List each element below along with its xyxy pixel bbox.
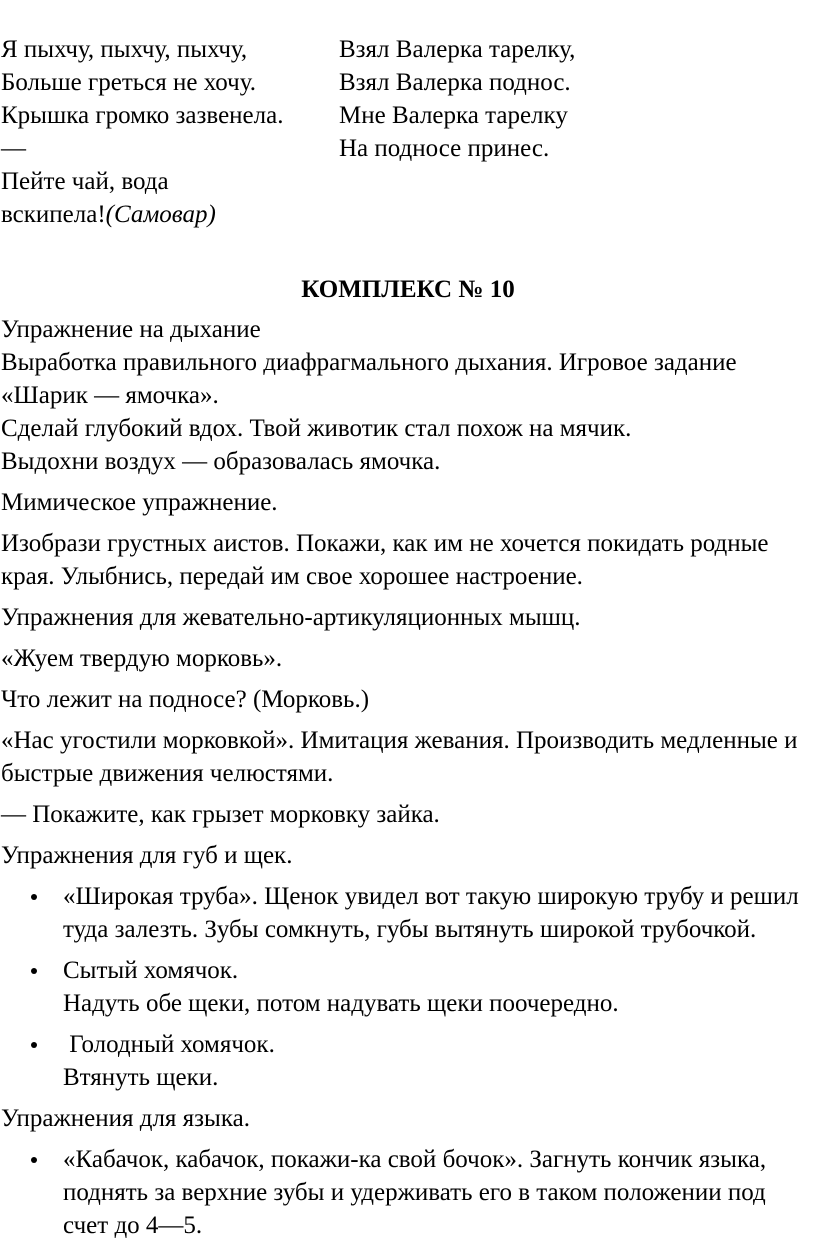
poem-valerka	[339, 33, 809, 165]
list-item-text: «Кабачок, кабачок, покажи-ка свой бочок». Загнуть кончик языка, поднять за верхние зубы и удерживать его в таком положении под счет до 4—5.	[63, 1146, 767, 1239]
bullet-icon	[31, 1042, 37, 1048]
poem-line: Я пыхчу, пыхчу, пыхчу,	[1, 36, 248, 63]
poem-line: Взял Валерка поднос.	[339, 69, 571, 96]
lips-list	[1, 880, 811, 1094]
list-item-text: Надуть обе щеки, потом надувать щеки поочередно.	[63, 990, 619, 1017]
mimic-text: Изобрази грустных аистов. Покажи, как им не хочется покидать родные края. Улыбнись, передай им свое хорошее настроение.	[1, 530, 769, 590]
poem-samovar	[1, 33, 321, 231]
breathing-text: Выдохни воздух — образовалась ямочка.	[1, 448, 441, 475]
bullet-icon	[31, 968, 37, 974]
poem-attribution: (Самовар)	[105, 201, 216, 228]
poem-line-text: вскипела!	[1, 201, 106, 228]
bullet-icon	[31, 1157, 37, 1163]
bullet-icon	[31, 894, 37, 900]
poem-line: Пейте чай, вода	[1, 168, 169, 195]
poem-line: Крышка громко зазвенела.	[1, 102, 284, 129]
list-item-title: Сытый хомячок.	[63, 957, 239, 984]
tongue-title: Упражнения для языка.	[1, 1105, 250, 1132]
document-body	[1, 313, 811, 1250]
list-item-text: Втянуть щеки.	[63, 1064, 219, 1091]
chewing-text: «Жуем твердую морковь».	[1, 645, 283, 672]
poem-line: Взял Валерка тарелку,	[339, 36, 576, 63]
lips-title: Упражнения для губ и щек.	[1, 842, 293, 869]
list-item	[1, 880, 811, 946]
mimic-title: Мимическое упражнение.	[1, 489, 278, 516]
chewing-title: Упражнения для жевательно-артикуляционных мышц.	[1, 604, 581, 631]
list-item-text: «Широкая труба». Щенок увидел вот такую широкую трубу и решил туда залезть. Зубы сомкнуть, губы вытянуть широкой трубочкой.	[63, 883, 799, 943]
chewing-text: — Покажите, как грызет морковку зайка.	[1, 801, 440, 828]
poem-line: Мне Валерка тарелку	[339, 102, 568, 129]
poem-line-last	[1, 198, 321, 231]
poem-line: —	[1, 135, 26, 162]
breathing-title: Упражнение на дыхание	[1, 316, 261, 343]
breathing-text: Сделай глубокий вдох. Твой животик стал похож на мячик.	[1, 415, 632, 442]
tongue-list	[1, 1143, 811, 1242]
chewing-text: Что лежит на подносе? (Морковь.)	[1, 686, 370, 713]
list-item	[1, 954, 811, 1020]
list-item	[1, 1028, 811, 1094]
poem-line: На подносе принес.	[339, 135, 550, 162]
poem-line: Больше греться не хочу.	[1, 69, 256, 96]
list-item	[1, 1143, 811, 1242]
chewing-text: «Нас угостили морковкой». Имитация жевания. Производить медленные и быстрые движения челюстями.	[1, 727, 798, 787]
breathing-text: Выработка правильного диафрагмального дыхания. Игровое задание «Шарик — ямочка».	[1, 349, 737, 409]
section-heading: КОМПЛЕКС № 10	[301, 276, 515, 303]
list-item-title: Голодный хомячок.	[63, 1031, 275, 1058]
